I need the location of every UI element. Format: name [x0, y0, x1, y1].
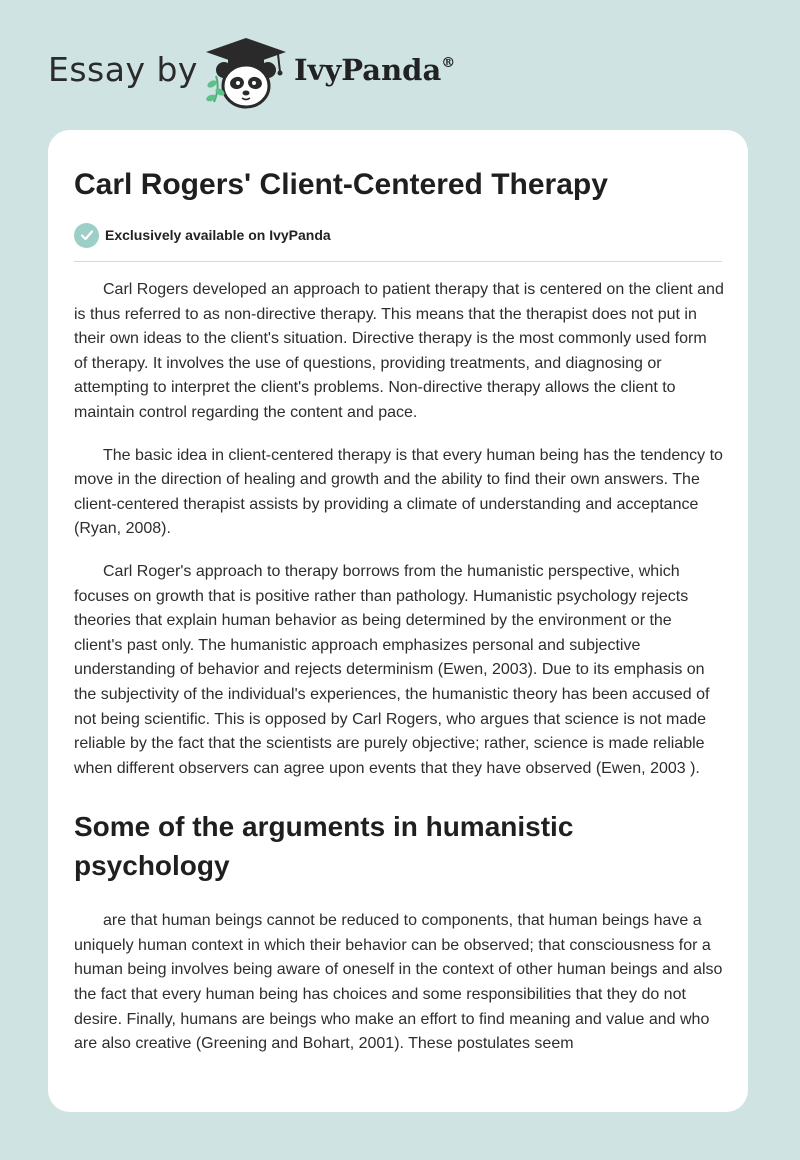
exclusive-badge-label: Exclusively available on IvyPanda [105, 227, 331, 243]
essay-card [48, 130, 748, 1112]
exclusive-badge [74, 222, 331, 248]
paragraph: The basic idea in client-centered therapy is that every human being has the tendency to move in the direction of healing and growth and the ability to find their own answers. The client-centered therapist assists by providing a climate of understanding and acceptance (Ryan, 2008). [74, 446, 723, 538]
essay-by-text: Essay by [48, 50, 198, 89]
essay-body [74, 278, 724, 1075]
ivypanda-brand-name[interactable]: IvyPanda® [294, 53, 456, 87]
paragraph: Carl Rogers developed an approach to patient therapy that is centered on the client and is thus referred to as non-directive therapy. This means that the therapist does not put in their own ideas to the client's situation. Directive therapy is the most commonly used form of therapy. It involves the use of questions, providing treatments, and diagnosing or attempting to interpret the client's problems. Non-directive therapy allows the client to maintain control regarding the content and pace. [74, 281, 724, 421]
paragraph: are that human beings cannot be reduced to components, that human beings have a uniquely human context in which their behavior can be observed; that consciousness for a human being involves being aware of oneself in the context of other human beings and also the fact that every human being has choices and some responsibilities that they do not desire. Finally, humans are beings who make an effort to find meaning and value and who are also creative (Greening and Bohart, 2001). These postulates seem [74, 912, 723, 1053]
check-icon [74, 223, 99, 248]
site-header [0, 0, 800, 130]
ivypanda-logo-icon[interactable] [200, 36, 292, 112]
divider [74, 261, 722, 262]
registered-mark: ® [441, 55, 456, 71]
section-heading: Some of the arguments in humanistic psychology [74, 811, 574, 882]
paragraph: Carl Roger's approach to therapy borrows from the humanistic perspective, which focuses on growth that is positive rather than pathology. Humanistic psychology rejects theories that explain human behavior as being determined by the environment or the client's past only. The humanistic approach emphasizes personal and subjective understanding of behavior and rejects determinism (Ewen, 2003). Due to its emphasis on the subjectivity of the individual's experiences, the humanistic theory has been accused of not being scientific. This is opposed by Carl Rogers, who argues that science is not made reliable by the fact that the scientists are purely objective; rather, science is made reliable when different observers can agree upon events that they have observed (Ewen, 2003 ). [74, 562, 710, 777]
essay-title: Carl Rogers' Client-Centered Therapy [74, 168, 608, 201]
